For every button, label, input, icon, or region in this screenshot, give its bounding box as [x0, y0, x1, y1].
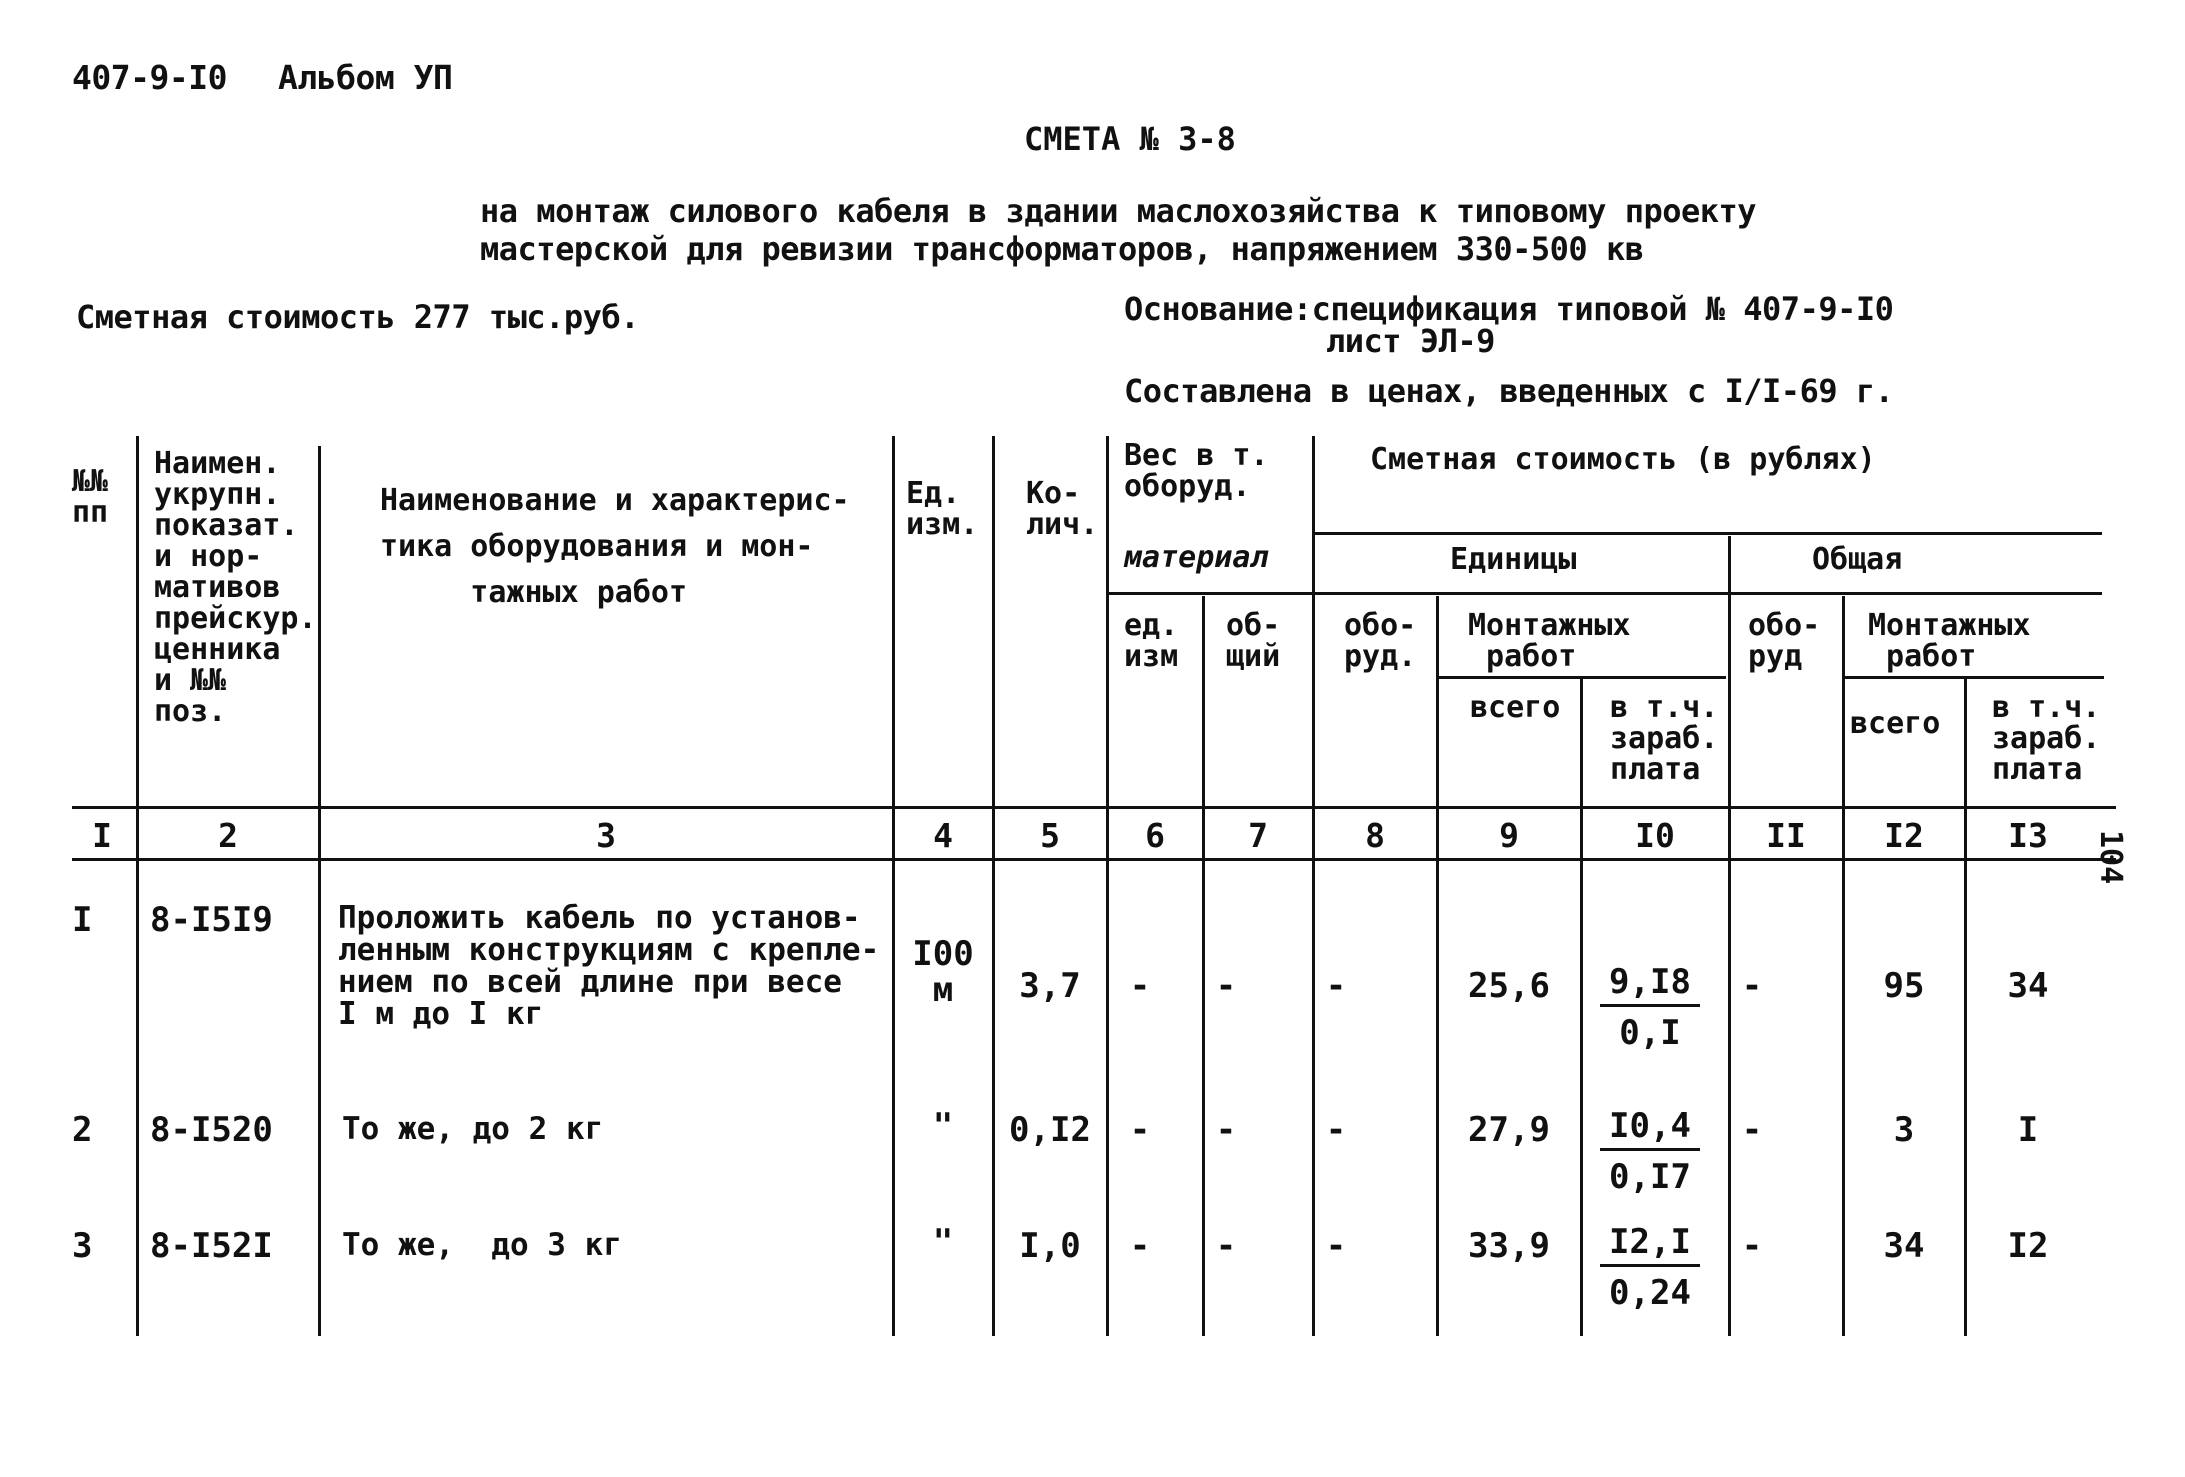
album-label: Альбом УП	[278, 58, 453, 97]
row-all-wage: I	[2017, 1110, 2039, 1150]
header-material: материал	[1124, 540, 1269, 575]
prices-note: Составлена в ценах, введенных с I/I-69 г.	[1124, 372, 1894, 410]
colnum-5: 5	[1040, 816, 1060, 855]
colnum-9: 9	[1499, 816, 1519, 855]
header-col-10: в т.ч. зараб. плата	[1610, 690, 1719, 787]
colnum-1: I	[92, 816, 112, 855]
row-num: 2	[72, 1110, 93, 1150]
row-mont-unit-total: 25,6	[1468, 966, 1550, 1006]
row-all-wage: 34	[2007, 966, 2049, 1006]
colnum-7: 7	[1248, 816, 1268, 855]
subtitle-line-2: мастерской для ревизии трансформаторов, напряжением 330-500 кв	[480, 230, 1644, 268]
rule-h-colnums-bottom	[72, 858, 2116, 861]
colnum-11: II	[1766, 816, 1806, 855]
row-weight-unit: -	[1129, 966, 1151, 1006]
colnum-10: I0	[1635, 816, 1675, 855]
subtitle-line-1: на монтаж силового кабеля в здании маслохозяйства к типовому проекту	[480, 192, 1757, 230]
basis-line-1: Основание:спецификация типовой № 407-9-I0	[1124, 290, 1894, 328]
row-equipment: -	[1325, 966, 1347, 1006]
row-wage-bottom: 0,I7	[1609, 1157, 1691, 1197]
colnum-13: I3	[2008, 816, 2048, 855]
row-wage-fraction	[1600, 1106, 1700, 1197]
header-col-12: всего	[1850, 706, 1941, 741]
header-col-2: Наимен. укрупн. показат. и нор- мативов прейскур. ценника и №№ поз.	[154, 446, 317, 729]
row-mont-unit-total: 33,9	[1468, 1226, 1550, 1266]
header-col-6: ед. изм	[1124, 608, 1179, 674]
row-description: То же, до 3 кг	[342, 1227, 622, 1263]
header-mont-unit: Монтажных работ	[1468, 608, 1631, 674]
row-weight-unit: -	[1129, 1226, 1151, 1266]
row-weight-total: -	[1215, 966, 1237, 1006]
row-equipment-total: -	[1741, 966, 1763, 1006]
header-mont-total: Монтажных работ	[1868, 608, 2031, 674]
row-code: 8-I52I	[150, 1226, 273, 1266]
row-all-total: 3	[1893, 1110, 1915, 1150]
row-num: I	[72, 900, 93, 940]
row-unit: "	[932, 1222, 954, 1262]
header-col-4: Ед. изм.	[906, 476, 979, 542]
row-weight-total: -	[1215, 1226, 1237, 1266]
header-col-9: всего	[1470, 690, 1561, 725]
row-equipment-total: -	[1741, 1110, 1763, 1150]
row-code: 8-I520	[150, 1110, 273, 1150]
basis-line-2: лист ЭЛ-9	[1326, 322, 1495, 360]
rule-h-mont-total	[1842, 676, 2104, 679]
rule-v6	[1202, 596, 1205, 1336]
row-quantity: 0,I2	[1009, 1110, 1091, 1150]
row-wage-top: I0,4	[1600, 1106, 1700, 1151]
header-col-1: №№ пп	[72, 464, 109, 530]
header-cost-group: Сметная стоимость (в рублях)	[1370, 442, 1876, 477]
row-wage-top: 9,I8	[1600, 962, 1700, 1007]
row-unit: "	[932, 1106, 954, 1146]
rule-v12	[1964, 676, 1967, 1336]
row-wage-fraction	[1600, 962, 1700, 1053]
row-wage-top: I2,I	[1600, 1222, 1700, 1267]
header-col-7: об- щий	[1226, 608, 1281, 674]
rule-v5	[1106, 436, 1109, 1336]
row-quantity: I,0	[1019, 1226, 1081, 1266]
row-num: 3	[72, 1226, 93, 1266]
header-col-3: Наименование и характерис- тика оборудования и мон- тажных работ	[380, 483, 850, 610]
page-title: СМЕТА № 3-8	[1024, 120, 1236, 158]
estimated-cost: Сметная стоимость 277 тыс.руб.	[76, 298, 639, 336]
row-equipment: -	[1325, 1110, 1347, 1150]
row-description: То же, до 2 кг	[342, 1111, 604, 1147]
rule-v8	[1436, 596, 1439, 1336]
row-equipment-total: -	[1741, 1226, 1763, 1266]
colnum-3: 3	[596, 816, 616, 855]
header-total-group: Общая	[1812, 542, 1903, 577]
row-equipment: -	[1325, 1226, 1347, 1266]
rule-v3	[892, 436, 895, 1336]
colnum-12: I2	[1884, 816, 1924, 855]
row-all-total: 95	[1883, 966, 1925, 1006]
rule-h-cost	[1312, 532, 2102, 535]
header-col-5: Ко- лич.	[1026, 476, 1099, 542]
row-wage-bottom: 0,I	[1619, 1013, 1681, 1053]
rule-v4	[992, 436, 995, 1336]
header-col-8: обо- руд.	[1344, 608, 1417, 674]
colnum-8: 8	[1365, 816, 1385, 855]
rule-h-material	[1106, 592, 2102, 595]
row-weight-unit: -	[1129, 1110, 1151, 1150]
rule-v2	[318, 446, 321, 1336]
rule-v9	[1580, 676, 1583, 1336]
colnum-2: 2	[218, 816, 238, 855]
colnum-6: 6	[1145, 816, 1165, 855]
page-number: 104	[2093, 830, 2128, 885]
row-weight-total: -	[1215, 1110, 1237, 1150]
header-unit-group: Единицы	[1450, 542, 1577, 577]
row-quantity: 3,7	[1019, 966, 1081, 1006]
row-mont-unit-total: 27,9	[1468, 1110, 1550, 1150]
row-unit: I00 м	[912, 934, 974, 1010]
header-col-13: в т.ч. зараб. плата	[1992, 690, 2101, 787]
header-col-11: обо- руд	[1748, 608, 1821, 674]
row-all-total: 34	[1883, 1226, 1925, 1266]
colnum-4: 4	[933, 816, 953, 855]
row-description: Проложить кабель по установ- ленным конструкциям с крепле- нием по всей длине при весе I м до I кг	[338, 900, 880, 1032]
row-code: 8-I5I9	[150, 900, 273, 940]
rule-h-header-bottom	[72, 806, 2116, 809]
rule-v7	[1312, 436, 1315, 1336]
row-wage-fraction	[1600, 1222, 1700, 1313]
row-wage-bottom: 0,24	[1609, 1273, 1691, 1313]
document-code: 407-9-I0	[72, 58, 227, 97]
rule-h-mont-unit	[1436, 676, 1726, 679]
rule-v11	[1842, 596, 1845, 1336]
rule-v1	[136, 436, 139, 1336]
rule-v10	[1728, 536, 1731, 1336]
row-all-wage: I2	[2007, 1226, 2049, 1266]
header-weight: Вес в т. оборуд.	[1124, 438, 1269, 504]
